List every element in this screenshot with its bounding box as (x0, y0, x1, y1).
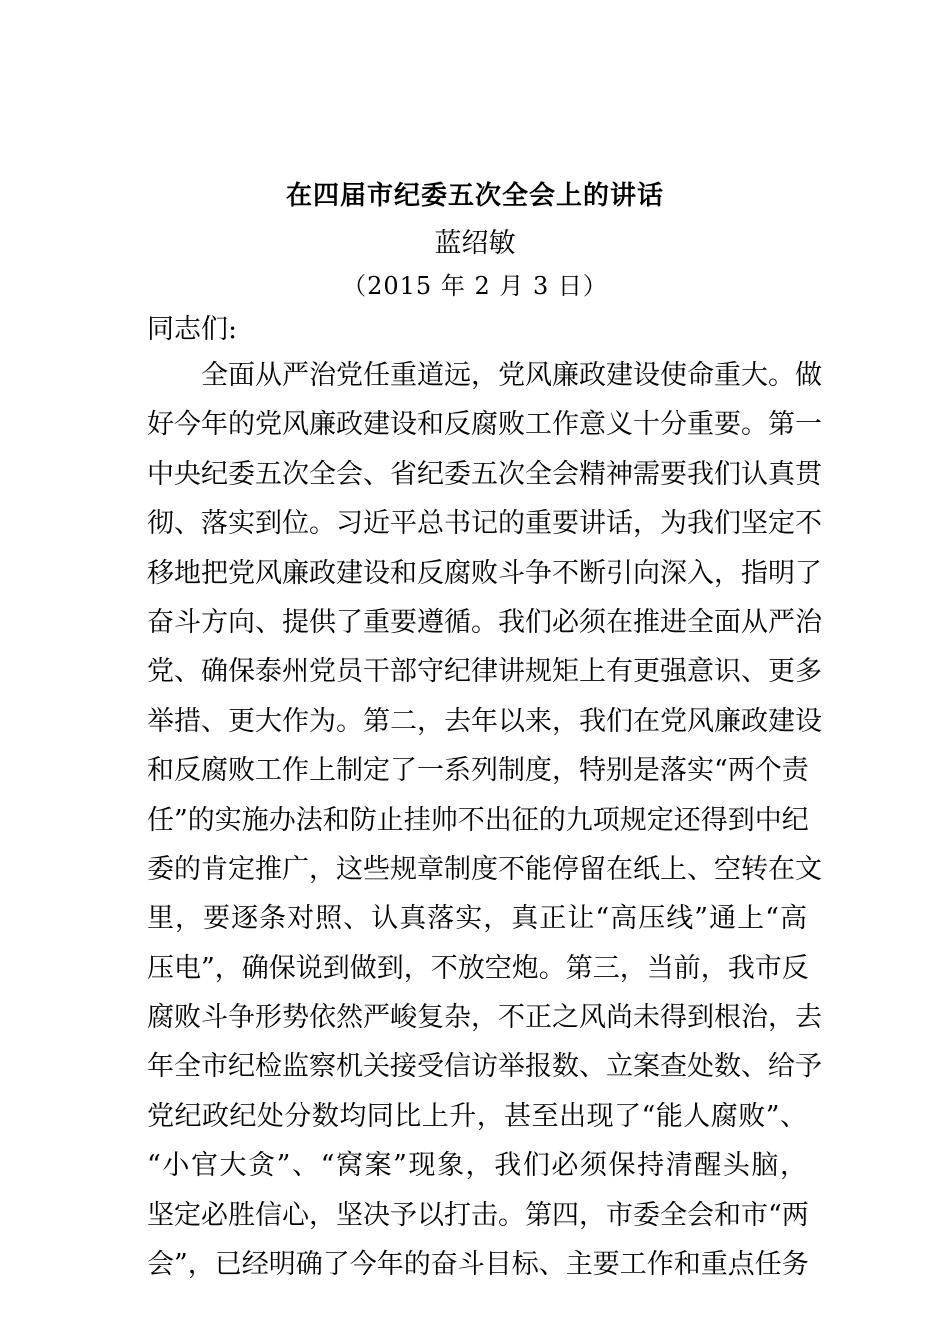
body-line: 党、确保泰州党员干部守纪律讲规矩上有更强意识、更多 (147, 656, 822, 688)
body-line: 任”的实施办法和防止挂帅不出征的九项规定还得到中纪 (147, 804, 809, 836)
body-line: 坚定必胜信心，坚决予以打击。第四，市委全会和市“两 (147, 1199, 809, 1231)
body-line: 里，要逐条对照、认真落实，真正让“高压线”通上“高 (147, 903, 807, 935)
body-line: 和反腐败工作上制定了一系列制度，特别是落实“两个责 (147, 755, 809, 787)
body-line: 腐败斗争形势依然严峻复杂，不正之风尚未得到根治，去 (147, 1002, 822, 1034)
document-author: 蓝绍敏 (434, 228, 516, 259)
body-text (147, 351, 822, 1289)
body-line: 压电”，确保说到做到，不放空炮。第三，当前，我市反 (147, 952, 809, 984)
body-line: 委的肯定推广，这些规章制度不能停留在纸上、空转在文 (147, 853, 822, 885)
body-line: 中央纪委五次全会、省纪委五次全会精神需要我们认真贯 (147, 458, 822, 490)
body-line: 党纪政纪处分数均同比上升，甚至出现了“能人腐败”、 (147, 1100, 807, 1132)
body-line: 会”，已经明确了今年的奋斗目标、主要工作和重点任务 (147, 1249, 809, 1281)
body-line: 举措、更大作为。第二，去年以来，我们在党风廉政建设 (147, 705, 822, 737)
body-line: “小官大贪”、“窝案”现象，我们必须保持清醒头脑， (147, 1150, 807, 1182)
document-title: 在四届市纪委五次全会上的讲话 (285, 181, 664, 211)
body-line: 全面从严治党任重道远，党风廉政建设使命重大。做 (147, 360, 822, 391)
body-line: 年全市纪检监察机关接受信访举报数、立案查处数、给予 (147, 1051, 822, 1083)
document-date: （2015 年 2 月 3 日） (342, 272, 608, 300)
salutation: 同志们: (147, 314, 238, 345)
body-line: 移地把党风廉政建设和反腐败斗争不断引向深入，指明了 (147, 557, 822, 589)
body-line: 彻、落实到位。习近平总书记的重要讲话，为我们坚定不 (147, 508, 822, 540)
body-line: 奋斗方向、提供了重要遵循。我们必须在推进全面从严治 (147, 606, 822, 638)
body-line: 好今年的党风廉政建设和反腐败工作意义十分重要。第一 (147, 409, 822, 441)
